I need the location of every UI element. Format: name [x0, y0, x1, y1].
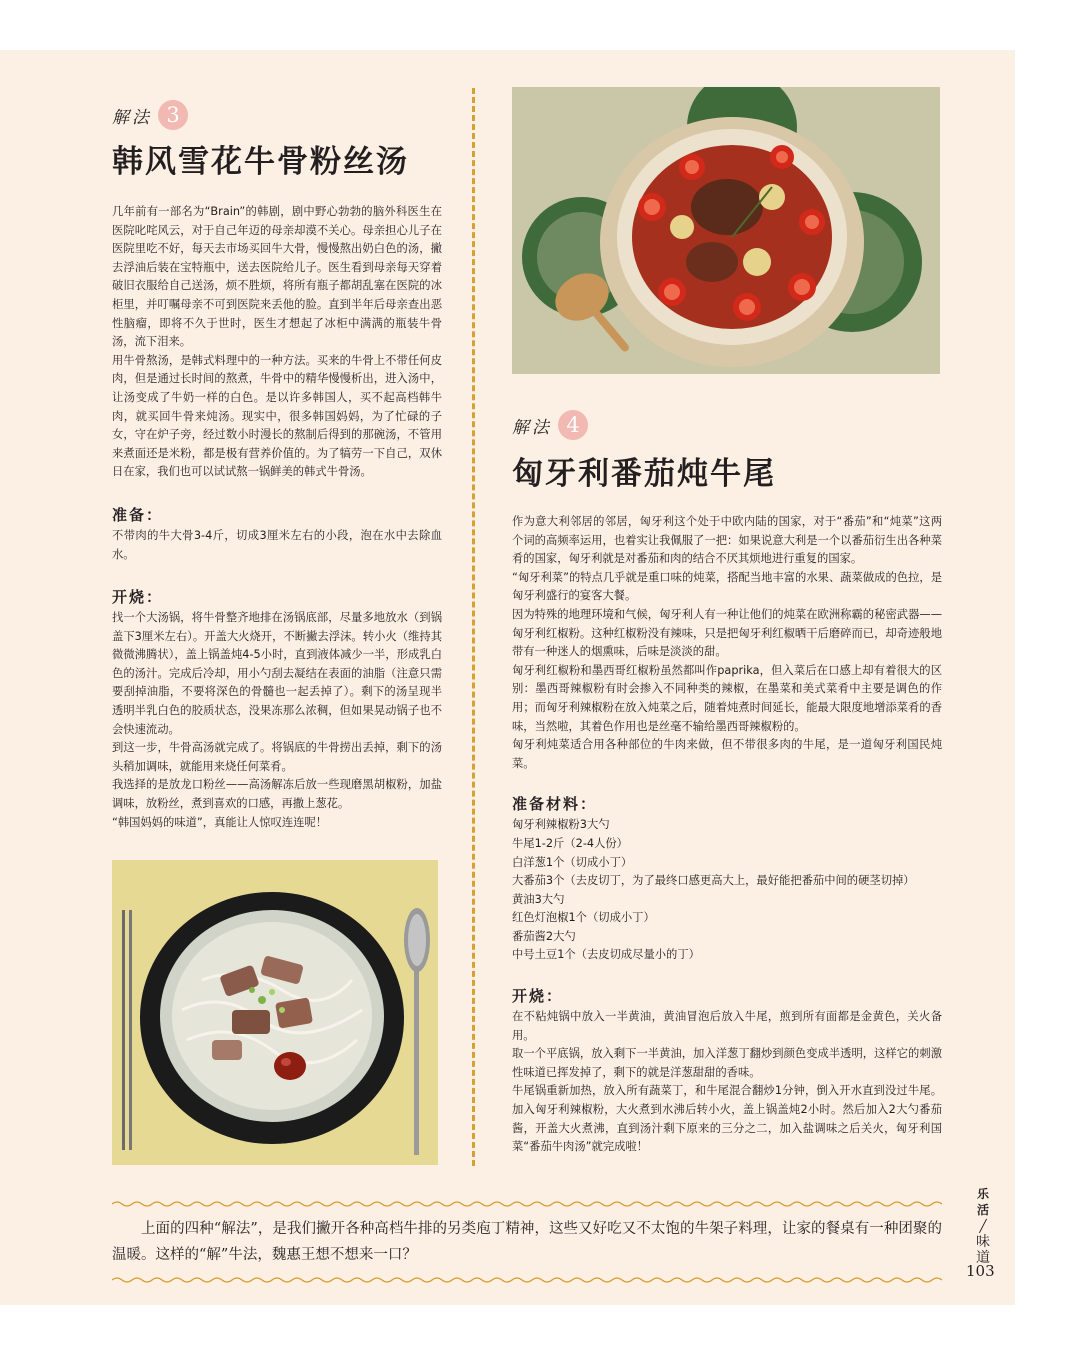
ingredient-item: 牛尾1-2斤（2-4人份） [512, 836, 628, 850]
paragraph: 找一个大汤锅，将牛骨整齐地排在汤锅底部，尽量多地放水（到锅盖下3厘米左右）。开盖大火烧开，不断撇去浮沫。转小火（维持其微微沸腾状），盖上锅盖炖4-5小时，直到液体减少一半，形成乳白色的汤汁。完成后冷却，用小勺刮去凝结在表面的油脂（注意只需要刮掉油脂，不要将深色的骨髓也一起丢掉了）。剩下的汤呈现半透明半乳白色的胶质状态，没果冻那么浓稠，但如果晃动锅子也不会快速流动。 [112, 611, 442, 736]
label-text: 解法 [512, 417, 552, 438]
top-wave-divider [112, 1200, 942, 1208]
label-text: 解法 [112, 107, 152, 128]
ingredient-item: 中号土豆1个（去皮切成尽量小的丁） [512, 948, 700, 962]
section-tab-bottom: 味道 [976, 1234, 990, 1266]
ingredient-item: 匈牙利辣椒粉3大勺 [512, 818, 610, 832]
ingredient-item: 大番茄3个（去皮切丁，为了最终口感更高大上，最好能把番茄中间的硬茎切掉） [512, 874, 915, 888]
stew-photo [512, 87, 940, 374]
section-number-badge: 4 [558, 410, 588, 440]
section-tab [972, 1186, 994, 1266]
paragraph: 匈牙利红椒粉和墨西哥红椒粉虽然都叫作paprika，但入菜后在口感上却有着很大的区别：墨西哥辣椒粉有时会掺入不同种类的辣椒，在墨菜和美式菜肴中主要是调色的作用；而匈牙利辣椒粉在放入炖菜之后，随着炖煮时间延长，能最大限度地增添菜肴的香味，当然啦，其着色作用也是丝毫不输给墨西哥辣椒粉的。 [512, 663, 942, 733]
paragraph: 牛尾锅重新加热，放入所有蔬菜丁，和牛尾混合翻炒1分钟，倒入开水直到没过牛尾。加入匈牙利辣椒粉，大火煮到水沸后转小火，盖上锅盖炖2小时。然后加入2大勺番茄酱，开盖大火煮沸，直到汤汁剩下原来的三分之二，加入盐调味之后关火，匈牙利国菜“番茄牛肉汤”就完成啦！ [512, 1084, 942, 1154]
cook-heading: 开烧： [112, 588, 164, 607]
bottom-wave-divider [112, 1276, 942, 1284]
section-tab-top: 乐活 [976, 1187, 989, 1217]
right-column [512, 410, 942, 1157]
ingredient-item: 黄油3大勺 [512, 892, 565, 906]
section-label [512, 410, 942, 440]
paragraph: “匈牙利菜”的特点几乎就是重口味的炖菜，搭配当地丰富的水果、蔬菜做成的色拉，是匈牙利盛行的宴客大餐。 [512, 570, 942, 603]
section-tab-slash: ╱ [979, 1219, 987, 1233]
prep-section [112, 504, 442, 564]
ingredient-item: 白洋葱1个（切成小丁） [512, 855, 633, 869]
ingredients-section [512, 793, 942, 965]
ingredient-item: 红色灯泡椒1个（切成小丁） [512, 911, 655, 925]
section-number-badge: 3 [158, 100, 188, 130]
footer-summary: 上面的四种“解法”，是我们撇开各种高档牛排的另类庖丁精神，这些又好吃又不太饱的牛架子料理，让家的餐桌有一种团聚的温暖。这样的“解”牛法，魏惠王想不想来一口？ [112, 1221, 942, 1263]
prep-heading: 准备： [112, 505, 164, 524]
intro-text [512, 513, 942, 773]
cook-heading: 开烧： [512, 987, 564, 1006]
paragraph: 不带肉的牛大骨3-4斤，切成3厘米左右的小段，泡在水中去除血水。 [112, 528, 442, 561]
section-label [112, 100, 442, 130]
paragraph: 取一个平底锅，放入剩下一半黄油，加入洋葱丁翻炒到颜色变成半透明，这样它的刺激性味道已挥发掉了，剩下的就是洋葱甜甜的香味。 [512, 1047, 942, 1079]
cook-section [112, 586, 442, 832]
intro-text [112, 203, 442, 482]
ingredients-heading: 准备材料： [512, 795, 598, 814]
paragraph: 我选择的是放龙口粉丝——高汤解冻后放一些现磨黑胡椒粉，加盐调味，放粉丝，煮到喜欢的口感，再撒上葱花。 [112, 778, 442, 811]
left-column [112, 100, 442, 832]
recipe-title: 韩风雪花牛骨粉丝汤 [112, 144, 409, 180]
column-divider [472, 88, 475, 1166]
cook-section [512, 985, 942, 1157]
paragraph: 因为特殊的地理环境和气候，匈牙利人有一种让他们的炖菜在欧洲称霸的秘密武器——匈牙利红椒粉。这种红椒粉没有辣味，只是把匈牙利红椒晒干后磨碎而已，却奇迹般地带有一种迷人的烟熏味，后味是淡淡的甜。 [512, 607, 942, 659]
paragraph: 在不粘炖锅中放入一半黄油，黄油冒泡后放入牛尾，煎到所有面都是金黄色，关火备用。 [512, 1010, 942, 1042]
soup-photo [112, 860, 438, 1165]
paragraph: 用牛骨熬汤，是韩式料理中的一种方法。买来的牛骨上不带任何皮肉，但是通过长时间的熬煮，牛骨中的精华慢慢析出，进入汤中，让汤变成了牛奶一样的白色。是以许多韩国人，买不起高档韩牛肉，就买回牛骨来炖汤。现实中，很多韩国妈妈，为了忙碌的子女，守在炉子旁，经过数小时漫长的熬制后得到的那碗汤，不管用来煮面还是米粉，都是极有营养价值的。为了犒劳一下自己，双休日在家，我们也可以试试熬一锅鲜美的韩式牛骨汤。 [112, 353, 442, 479]
ingredient-item: 番茄酱2大勺 [512, 929, 576, 943]
recipe-title: 匈牙利番茄炖牛尾 [512, 456, 776, 492]
paragraph: 作为意大利邻居的邻居，匈牙利这个处于中欧内陆的国家，对于“番茄”和“炖菜”这两个词的高频率运用，也着实让我佩服了一把：如果说意大利是一个以番茄衍生出各种菜肴的国家，匈牙利就是对番茄和肉的结合不厌其烦地进行重复的国家。 [512, 515, 942, 566]
paragraph: 到这一步，牛骨高汤就完成了。将锅底的牛骨捞出丢掉，剩下的汤头稍加调味，就能用来烧任何菜肴。 [112, 741, 442, 773]
page-number: 103 [966, 1262, 995, 1280]
paragraph: 匈牙利炖菜适合用各种部位的牛肉来做，但不带很多肉的牛尾，是一道匈牙利国民炖菜。 [512, 738, 942, 770]
paragraph: 几年前有一部名为“Brain”的韩剧，剧中野心勃勃的脑外科医生在医院叱咤风云，对于自己年迈的母亲却漠不关心。母亲担心儿子在医院里吃不好，每天去市场买回牛大骨，慢慢熬出奶白色的汤，撇去浮油后装在宝特瓶中，送去医院给儿子。医生看到母亲每天穿着破旧衣服给自己送汤，烦不胜烦，将所有瓶子都胡乱塞在医院的冰柜里，并叮嘱母亲不可到医院来丢他的脸。直到半年后母亲查出恶性脑瘤，即将不久于世时，医生才想起了冰柜中满满的瓶装牛骨汤，流下泪来。 [112, 205, 442, 349]
paragraph: “韩国妈妈的味道”，真能让人惊叹连连呢！ [112, 815, 328, 829]
